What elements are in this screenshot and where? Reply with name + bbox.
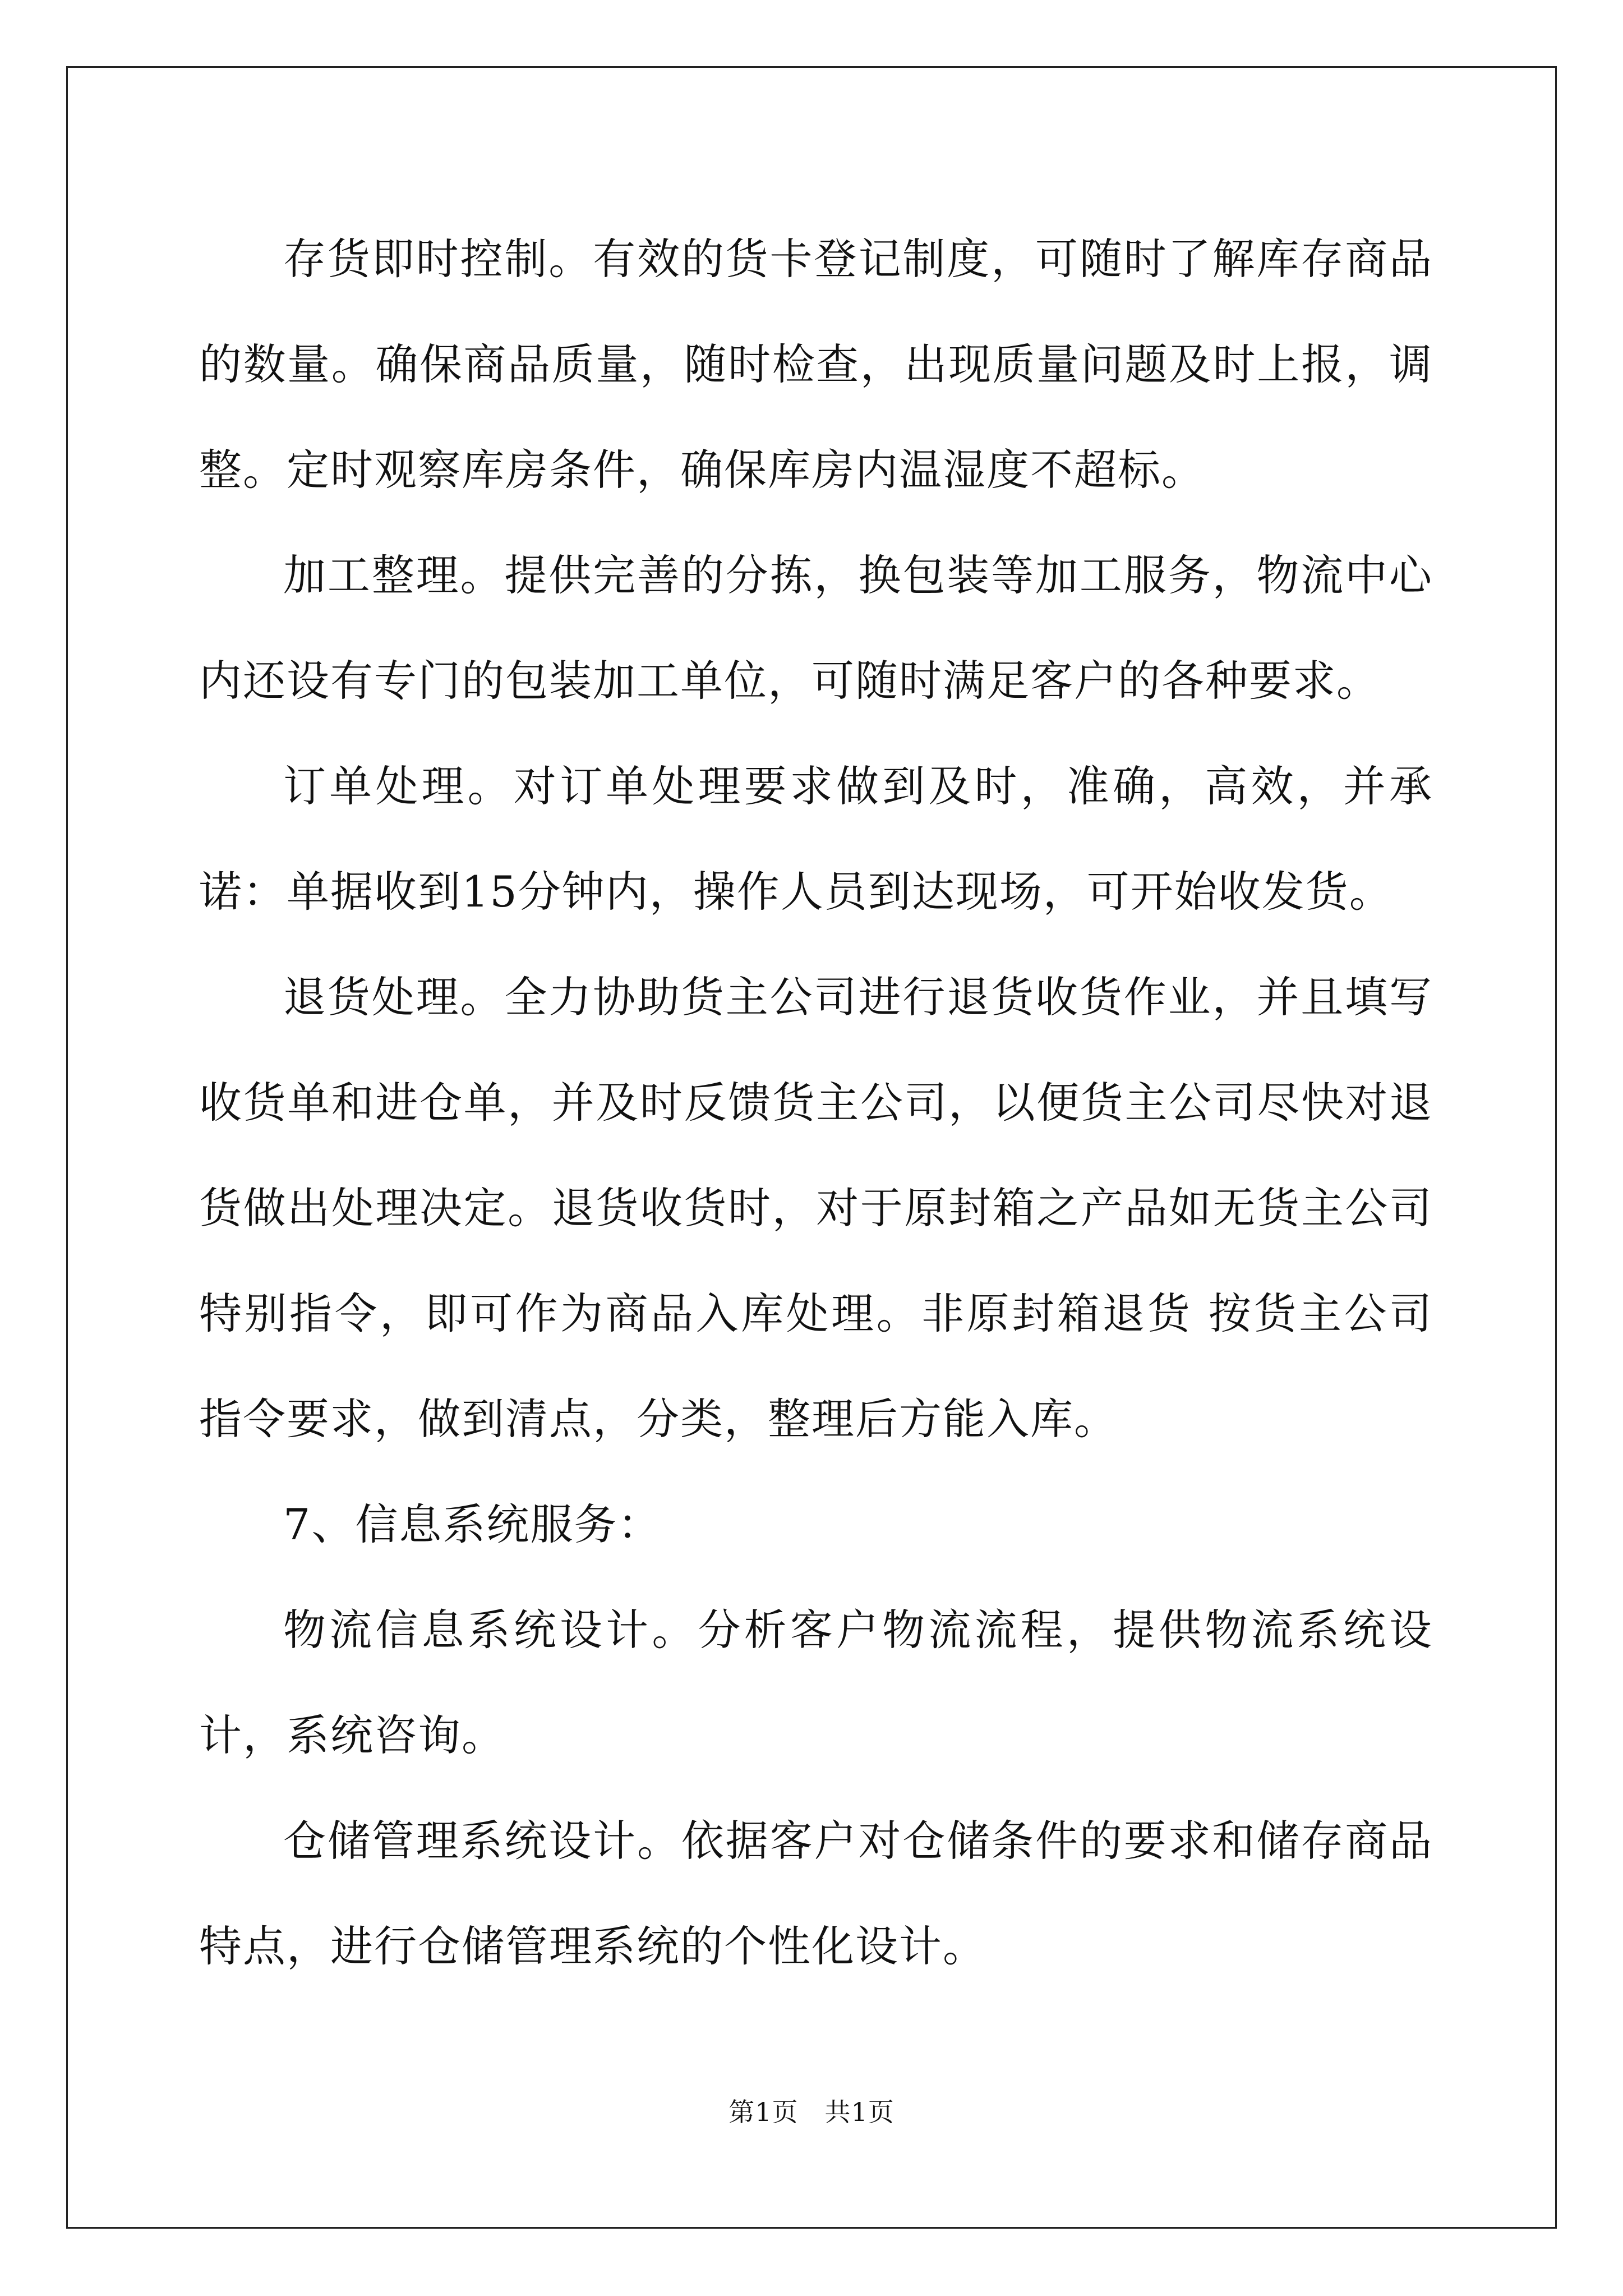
page-footer: 第1页 共1页 <box>728 2097 895 2127</box>
paragraph-logistics-info-system: 物流信息系统设计。分析客户物流流程，提供物流系统设计，系统咨询。 <box>199 1605 1433 1760</box>
paragraph-inventory-control: 存货即时控制。有效的货卡登记制度，可随时了解库存商品的数量。确保商品质量，随时检查，出现质量问题及时上报，调整。定时观察库房条件，确保库房内温湿度不超标。 <box>199 234 1433 495</box>
paragraph-processing: 加工整理。提供完善的分拣，换包装等加工服务，物流中心内还设有专门的包装加工单位，可随时满足客户的各种要求。 <box>199 550 1433 706</box>
paragraph-returns: 退货处理。全力协助货主公司进行退货收货作业，并且填写收货单和进仓单，并及时反馈货主公司，以便货主公司尽快对退货做出处理决定。退货收货时，对于原封箱之产品如无货主公司特别指令，即可作为商品入库处理。非原封箱退货 按货主公司指令要求，做到清点，分类，整理后方能入库。 <box>199 972 1433 1444</box>
paragraph-warehouse-system: 仓储管理系统设计。依据客户对仓储条件的要求和储存商品特点，进行仓储管理系统的个性化设计。 <box>199 1816 1433 1971</box>
paragraph-order-handling: 订单处理。对订单处理要求做到及时，准确，高效，并承诺：单据收到15分钟内，操作人员到达现场，可开始收发货。 <box>199 761 1433 917</box>
document-body <box>199 206 1433 1999</box>
section-heading-info-system: 7、信息系统服务： <box>283 1499 662 1549</box>
